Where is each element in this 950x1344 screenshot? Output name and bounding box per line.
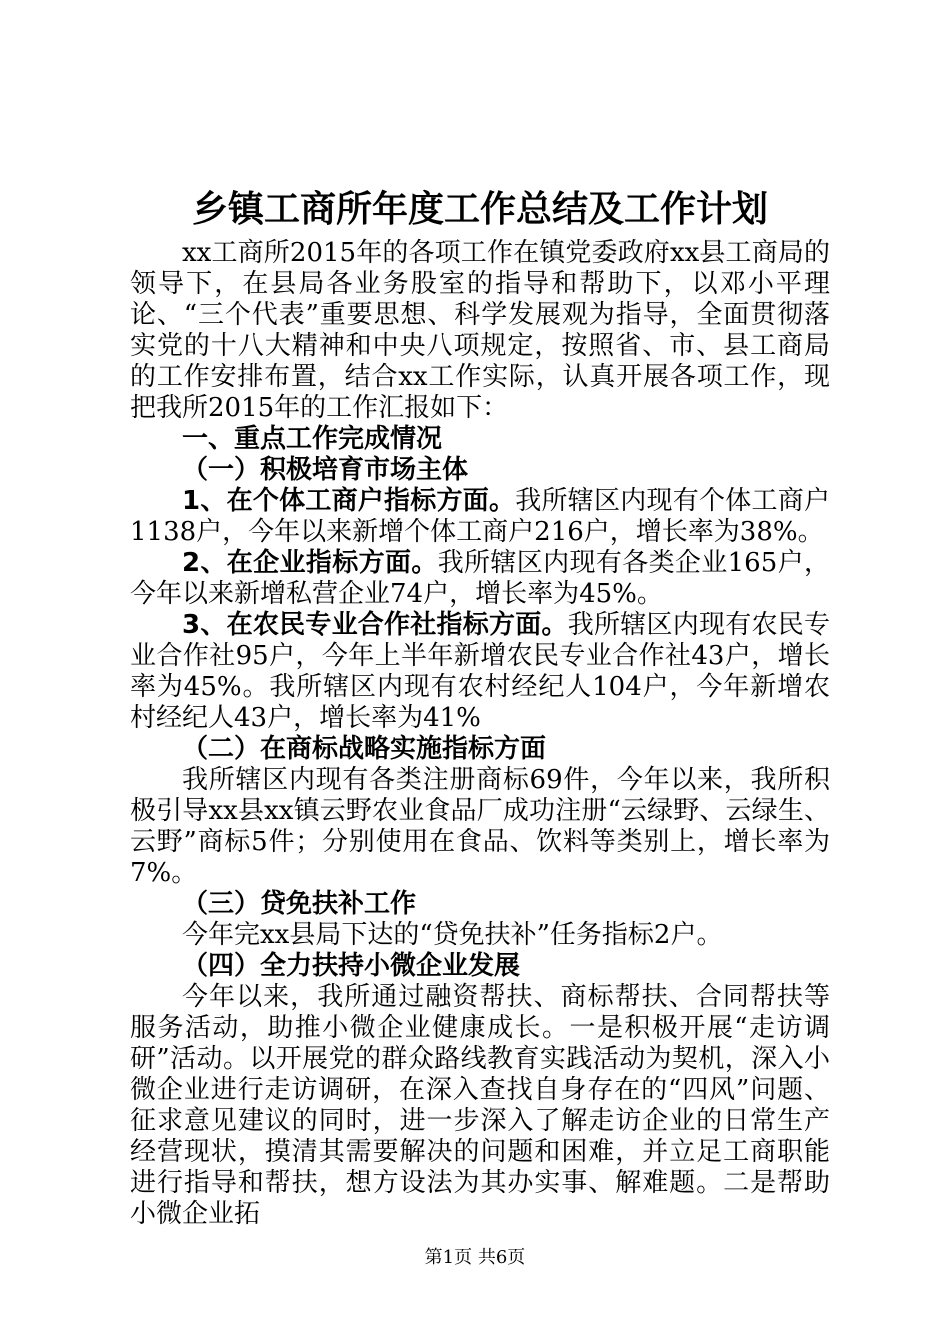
document-title: 乡镇工商所年度工作总结及工作计划 [191,189,768,230]
item-lead-1: 1、在个体工商户指标方面。 [182,486,516,516]
item-paragraph-3 [130,610,830,734]
item-text-3: 我所辖区内现有农民专业合作社95户，今年上半年新增农民专业合作社43户，增长率为45%。我所辖区内现有农村经纪人104户，今年新增农村经纪人43户，增长率为41% [130,610,830,733]
item-text-2: 我所辖区内现有各类企业165户，今年以来新增私营企业74户，增长率为45%。 [130,548,830,609]
item-text-1: 我所辖区内现有个体工商户1138户，今年以来新增个体工商户216户，增长率为38%。 [130,486,830,547]
subsection-paragraph-3: 今年完xx县局下达的“贷免扶补”任务指标2户。 [182,920,723,950]
subsection-heading-4: （四）全力扶持小微企业发展 [182,951,521,981]
section-heading-1: 一、重点工作完成情况 [182,424,443,454]
subsection-paragraph-4: 今年以来，我所通过融资帮扶、商标帮扶、合同帮扶等服务活动，助推小微企业健康成长。一是积极开展“走访调研”活动。以开展党的群众路线教育实践活动为契机，深入小微企业进行走访调研，在深入查找自身存在的“四风”问题、征求意见建议的同时，进一步深入了解走访企业的日常生产经营现状，摸清其需要解决的问题和困难，并立足工商职能进行指导和帮扶，想方设法为其办实事、解难题。二是帮助小微企业拓 [130,982,830,1229]
document-body [130,238,830,1230]
subsection-heading-3: （三）贷免扶补工作 [182,889,417,919]
page-number-footer: 第1页 共6页 [424,1247,526,1268]
item-lead-2: 2、在企业指标方面。 [182,548,438,578]
intro-paragraph: xx工商所2015年的各项工作在镇党委政府xx县工商局的领导下，在县局各业务股室的指导和帮助下，以邓小平理论、“三个代表”重要思想、科学发展观为指导，全面贯彻落实党的十八大精神和中央八项规定，按照省、市、县工商局的工作安排布置，结合xx工作实际，认真开展各项工作，现把我所2015年的工作汇报如下： [130,238,830,423]
item-lead-3: 3、在农民专业合作社指标方面。 [182,610,568,640]
item-paragraph-1 [130,486,830,548]
subsection-heading-2: （二）在商标战略实施指标方面 [182,734,547,764]
subsection-heading-1: （一）积极培育市场主体 [182,455,469,485]
subsection-paragraph-2: 我所辖区内现有各类注册商标69件，今年以来，我所积极引导xx县xx镇云野农业食品厂成功注册“云绿野、云绿生、云野”商标5件；分别使用在食品、饮料等类别上，增长率为7%。 [130,765,830,888]
item-paragraph-2 [130,548,830,610]
